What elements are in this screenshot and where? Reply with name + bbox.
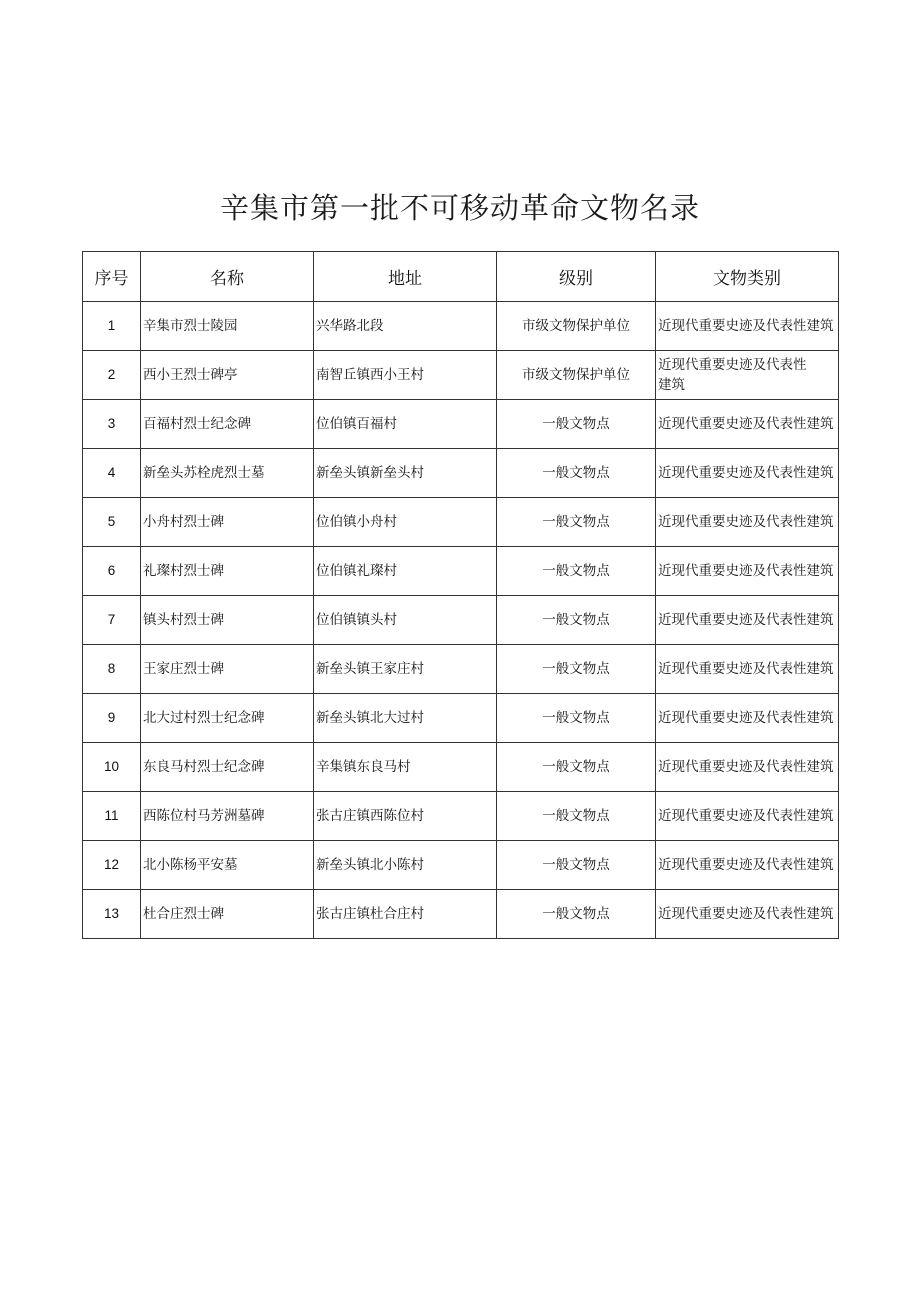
page-title: 辛集市第一批不可移动革命文物名录: [219, 191, 700, 225]
cell-level: 一般文物点: [497, 498, 656, 547]
cell-name: 王家庄烈士碑: [141, 645, 314, 694]
cell-level: 一般文物点: [497, 645, 656, 694]
cell-level: 一般文物点: [497, 547, 656, 596]
cell-serial-number: 4: [83, 449, 141, 498]
cell-category: 近现代重要史迹及代表性建筑: [656, 596, 839, 645]
cell-name: 西陈位村马芳洲墓碑: [141, 792, 314, 841]
cell-serial-number: 2: [83, 351, 141, 400]
header-name: 名称: [141, 252, 314, 302]
cell-level: 市级文物保护单位: [497, 351, 656, 400]
cell-category: 近现代重要史迹及代表性建筑: [656, 302, 839, 351]
cell-serial-number: 12: [83, 841, 141, 890]
table-row: [83, 498, 839, 547]
cell-level: 一般文物点: [497, 792, 656, 841]
cell-category: 近现代重要史迹及代表性建筑: [656, 547, 839, 596]
table-row: [83, 596, 839, 645]
cell-serial-number: 3: [83, 400, 141, 449]
table-row: [83, 302, 839, 351]
table-row: [83, 351, 839, 400]
cell-serial-number: 13: [83, 890, 141, 939]
cell-category: 近现代重要史迹及代表性建筑: [656, 841, 839, 890]
header-level: 级别: [497, 252, 656, 302]
cell-address: 位伯镇百福村: [314, 400, 497, 449]
cell-category: 近现代重要史迹及代表性建筑: [656, 645, 839, 694]
cell-serial-number: 11: [83, 792, 141, 841]
cell-name: 小舟村烈士碑: [141, 498, 314, 547]
cell-serial-number: 8: [83, 645, 141, 694]
table-row: [83, 547, 839, 596]
table-row: [83, 841, 839, 890]
cell-level: 一般文物点: [497, 841, 656, 890]
cell-address: 新垒头镇王家庄村: [314, 645, 497, 694]
cell-level: 一般文物点: [497, 694, 656, 743]
cell-level: 一般文物点: [497, 890, 656, 939]
cell-category: 近现代重要史迹及代表性建筑: [656, 890, 839, 939]
cell-address: 位伯镇礼璨村: [314, 547, 497, 596]
cell-name: 北大过村烈士纪念碑: [141, 694, 314, 743]
table-row: [83, 694, 839, 743]
cell-name: 东良马村烈士纪念碑: [141, 743, 314, 792]
table-row: [83, 890, 839, 939]
table-row: [83, 792, 839, 841]
table-row: [83, 743, 839, 792]
cell-serial-number: 6: [83, 547, 141, 596]
cell-category-text: 近现代重要史迹及代表性建筑: [658, 357, 807, 393]
cell-serial-number: 5: [83, 498, 141, 547]
table-body: [83, 302, 839, 939]
cell-serial-number: 9: [83, 694, 141, 743]
relic-list-table: [82, 251, 839, 939]
cell-name: 杜合庄烈士碑: [141, 890, 314, 939]
cell-name: 西小王烈士碑亭: [141, 351, 314, 400]
table-row: [83, 645, 839, 694]
cell-level: 一般文物点: [497, 743, 656, 792]
cell-level: 一般文物点: [497, 449, 656, 498]
table-row: [83, 449, 839, 498]
cell-level: 市级文物保护单位: [497, 302, 656, 351]
cell-address: 南智丘镇西小王村: [314, 351, 497, 400]
cell-address: 辛集镇东良马村: [314, 743, 497, 792]
cell-serial-number: 1: [83, 302, 141, 351]
cell-category: 近现代重要史迹及代表性建筑: [656, 449, 839, 498]
cell-address: 张古庄镇西陈位村: [314, 792, 497, 841]
cell-category: [656, 351, 839, 400]
cell-name: 辛集市烈士陵园: [141, 302, 314, 351]
cell-category: 近现代重要史迹及代表性建筑: [656, 694, 839, 743]
cell-category: 近现代重要史迹及代表性建筑: [656, 498, 839, 547]
table-row: [83, 400, 839, 449]
cell-address: 张古庄镇杜合庄村: [314, 890, 497, 939]
cell-address: 位伯镇小舟村: [314, 498, 497, 547]
header-category: 文物类别: [656, 252, 839, 302]
table-header-row: [83, 252, 839, 302]
cell-name: 新垒头苏栓虎烈士墓: [141, 449, 314, 498]
cell-category: 近现代重要史迹及代表性建筑: [656, 792, 839, 841]
cell-category: 近现代重要史迹及代表性建筑: [656, 400, 839, 449]
cell-serial-number: 10: [83, 743, 141, 792]
cell-name: 北小陈杨平安墓: [141, 841, 314, 890]
cell-address: 新垒头镇新垒头村: [314, 449, 497, 498]
cell-category: 近现代重要史迹及代表性建筑: [656, 743, 839, 792]
header-serial-number: 序号: [83, 252, 141, 302]
cell-serial-number: 7: [83, 596, 141, 645]
cell-name: 百福村烈士纪念碑: [141, 400, 314, 449]
cell-level: 一般文物点: [497, 596, 656, 645]
cell-name: 礼璨村烈士碑: [141, 547, 314, 596]
cell-address: 新垒头镇北小陈村: [314, 841, 497, 890]
cell-address: 位伯镇镇头村: [314, 596, 497, 645]
cell-address: 新垒头镇北大过村: [314, 694, 497, 743]
header-address: 地址: [314, 252, 497, 302]
cell-address: 兴华路北段: [314, 302, 497, 351]
cell-name: 镇头村烈士碑: [141, 596, 314, 645]
cell-level: 一般文物点: [497, 400, 656, 449]
